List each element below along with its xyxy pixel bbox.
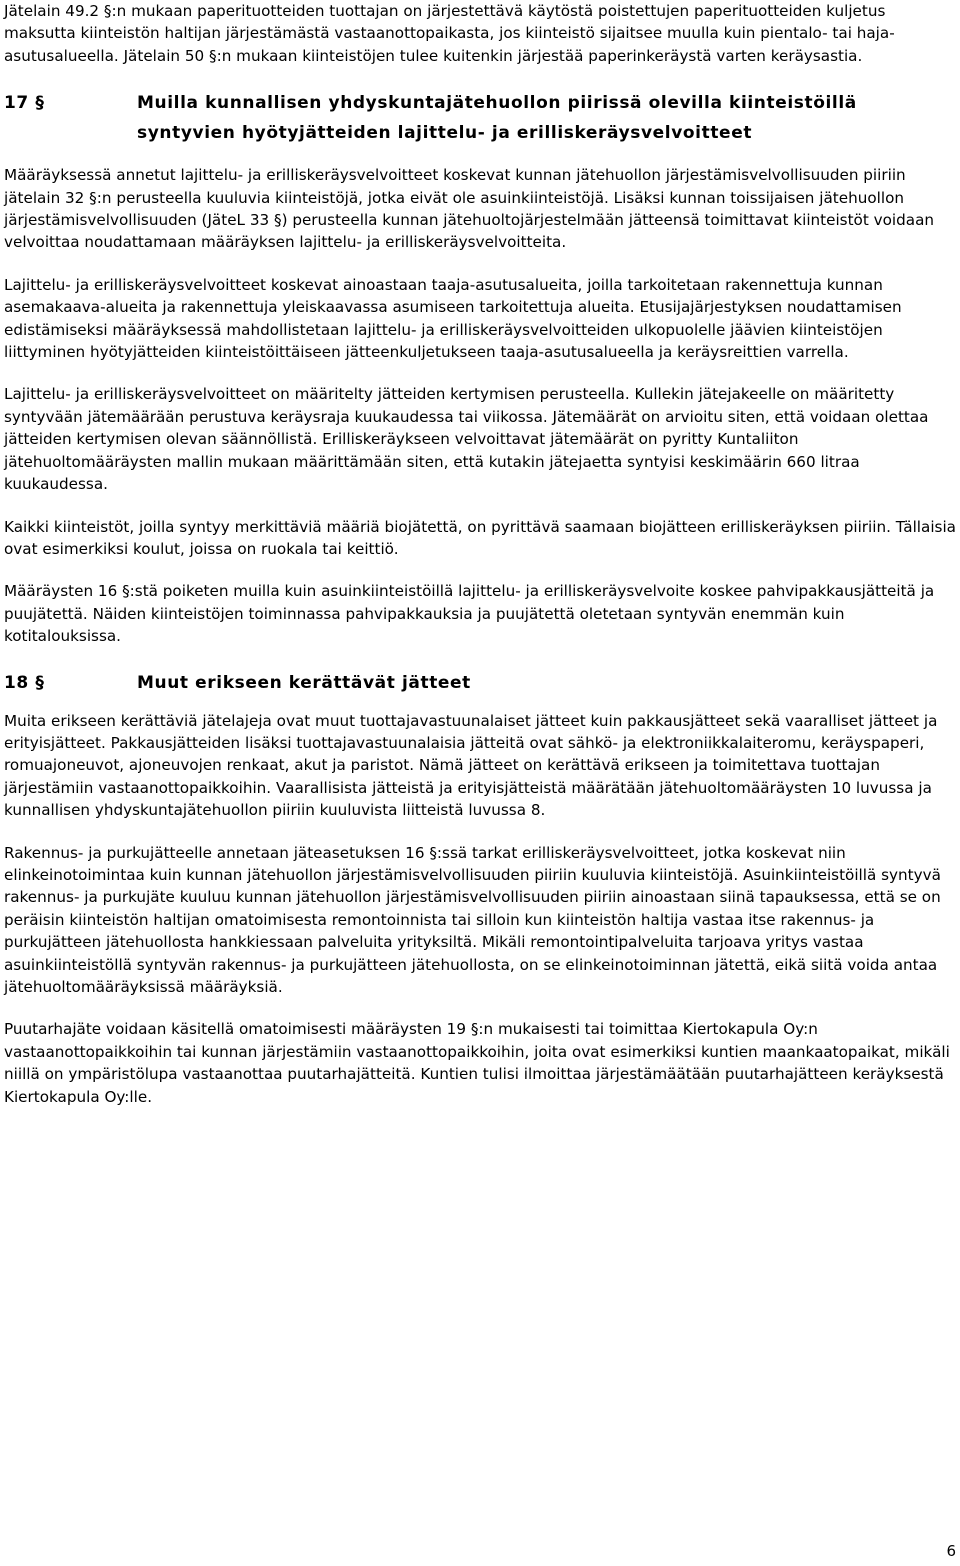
section-18-paragraph-3: Puutarhajäte voidaan käsitellä omatoimisesti määräysten 19 §:n mukaisesti tai toimittaa Kiertokapula Oy:n vastaanottopaikkoihin tai kunnan järjestämiin vastaanottopaikkoihin, joita ovat esimerkiksi kuntien maankaatopaikat, mikäli niillä on ympäristölupa vastaanottaa puutarhajätteitä. Kuntien tulisi ilmoittaa järjestämäätään puutarhajätteen keräyksestä Kiertokapula Oy:lle. [4, 1020, 950, 1106]
section-17-title: Muilla kunnallisen yhdyskuntajätehuollon piirissä olevilla kiinteistöillä syntyvien hyötyjätteiden lajittelu- ja erilliskeräysvelvoitteet [137, 93, 857, 144]
section-18-number: 18 § [4, 672, 45, 693]
page-number: 6 [946, 1542, 956, 1560]
section-18-paragraph-2: Rakennus- ja purkujätteelle annetaan jäteasetuksen 16 §:ssä tarkat erilliskeräysvelvoitteet, jotka koskevat niin elinkeinotoimintaa kuin kunnan jätehuollon järjestämisvelvollisuuden piiriin kuuluvia kiinteistöjä. Asuinkiinteistöillä syntyvä rakennus- ja purkujäte kuuluu kunnan jätehuollon järjestämisvelvollisuuden piiriin ainoastaan siinä tapauksessa, että se on peräisin kiinteistön haltijan omatoimisesta remontoinnista tai silloin kun kiinteistön haltija vastaa itse rakennus- ja purkujätteen jätehuollosta hankkiessaan palveluita yrityksiltä. Mikäli remontointipalveluita tarjoava yritys vastaa asuinkiinteistöllä syntyvän rakennus- ja purkujätteen jätehuollosta, on se elinkeinotoiminnan jätettä, eikä siitä voida antaa jätehuoltomääräyksissä määräyksiä. [4, 843, 941, 996]
section-18-paragraph-1: Muita erikseen kerättäviä jätelajeja ovat muut tuottajavastuunalaiset jätteet kuin pakkausjätteet sekä vaaralliset jätteet ja erityisjätteet. Pakkausjätteiden lisäksi tuottajavastuunalaisia jätteitä ovat sähkö- ja elektroniikkalaiteromu, keräyspaperi, romuajoneuvot, ajoneuvojen renkaat, akut ja paristot. Nämä jätteet on kerättävä erikseen ja toimitettava tuottajan järjestämiin vastaanottopaikkoihin. Vaarallisista jätteistä ja erityisjätteistä määrätään jätehuoltomääräysten 10 luvussa ja kunnallisen yhdyskuntajätehuollon piiriin kuuluvista liitteistä luvussa 8. [4, 711, 938, 820]
section-17-number: 17 § [4, 93, 45, 114]
section-17-heading [4, 88, 956, 148]
section-17-paragraph-5: Määräysten 16 §:stä poiketen muilla kuin asuinkiinteistöillä lajittelu- ja erilliskeräysvelvoite koskee pahvipakkausjätteitä ja puujätettä. Näiden kiinteistöjen toiminnassa pahvipakkauksia ja puujätettä oletetaan syntyvän enemmän kuin kotitalouksissa. [4, 582, 935, 646]
section-18-heading [4, 668, 956, 698]
section-17-paragraph-1: Määräyksessä annetut lajittelu- ja erilliskeräysvelvoitteet koskevat kunnan jätehuollon järjestämisvelvollisuuden piiriin jätelain 32 §:n perusteella kuuluvia kiinteistöjä, jotka eivät ole asuinkiinteistöjä. Lisäksi kunnan toissijaisen jätehuollon järjestämisvelvollisuuden (JäteL 33 §) perusteella kunnan jätehuoltojärjestelmään jätteensä toimittavat kiinteistöt voidaan velvoittaa noudattamaan määräyksen lajittelu- ja erilliskeräysvelvoitteita. [4, 166, 935, 252]
section-17-paragraph-3: Lajittelu- ja erilliskeräysvelvoitteet on määritelty jätteiden kertymisen perusteella. Kullekin jätejakeelle on määritetty syntyvään jätemäärään perustuva keräysraja kuukaudessa tai viikossa. Jätemäärät on arvioitu siten, että voidaan olettaa jätteiden kertymisen olevan säännöllistä. Erilliskeräykseen velvoittavat jätemäärät on pyritty Kuntaliiton jätehuoltomääräysten mallin mukaan määrittämään siten, että kutakin jätejaetta syntyisi keskimäärin 660 litraa kuukaudessa. [4, 385, 929, 494]
section-17-paragraph-2: Lajittelu- ja erilliskeräysvelvoitteet koskevat ainoastaan taaja-asutusalueita, joilla tarkoitetaan rakennettuja kunnan asemakaava-alueita ja rakennettuja yleiskaavassa asumiseen tarkoitettuja alueita. Etusijajärjestyksen noudattamisen edistämiseksi määräyksessä mahdollistetaan lajittelu- ja erilliskeräysvelvoitteiden ulkopuolelle jäävien kiinteistöjen liittyminen hyötyjätteiden kiinteistöittäiseen jätteenkuljetukseen taaja-asutusalueella ja keräysreittien varrella. [4, 275, 902, 362]
document-page [4, 0, 956, 1108]
section-17-paragraph-4: Kaikki kiinteistöt, joilla syntyy merkittäviä määriä biojätettä, on pyrittävä saamaan biojätteen erilliskeräyksen piiriin. Tällaisia ovat esimerkiksi koulut, joissa on ruokala tai keittiö. [4, 517, 956, 558]
section-18-title: Muut erikseen kerättävät jätteet [137, 672, 471, 693]
intro-paragraph: Jätelain 49.2 §:n mukaan paperituotteiden tuottajan on järjestettävä käytöstä poistettujen paperituotteiden kuljetus maksutta kiinteistön haltijan järjestämästä vastaanottopaikasta, jos kiinteistö sijaitsee muulla kuin pientalo- tai haja-asutusalueella. Jätelain 50 §:n mukaan kiinteistöjen tulee kuitenkin järjestää paperinkeräystä varten keräysastia. [4, 2, 895, 65]
